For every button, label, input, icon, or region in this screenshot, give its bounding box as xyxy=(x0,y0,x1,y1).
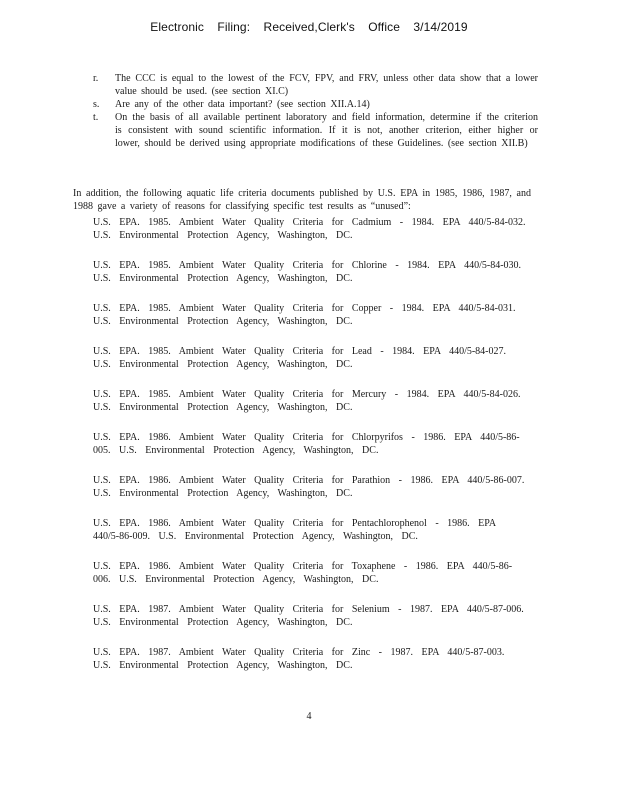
reference-list xyxy=(93,216,533,689)
reference-line: U.S. EPA. 1985. Ambient Water Quality Criteria for Copper - 1984. EPA 440/5-84-031. xyxy=(93,303,516,314)
list-item xyxy=(93,98,538,111)
list-item-letter: t. xyxy=(93,112,99,123)
reference-entry xyxy=(93,388,533,431)
reference-line: 005. U.S. Environmental Protection Agency, Washington, DC. xyxy=(93,445,379,456)
reference-line: U.S. Environmental Protection Agency, Washington, DC. xyxy=(93,660,353,671)
reference-line: U.S. Environmental Protection Agency, Washington, DC. xyxy=(93,359,353,370)
list-item-text: The CCC is equal to the lowest of the FCV, FPV, and FRV, unless other data show that a lower value should be used. (see section XI.C) xyxy=(115,73,538,97)
list-item-letter: s. xyxy=(93,99,100,110)
reference-entry xyxy=(93,560,533,603)
reference-line: U.S. Environmental Protection Agency, Washington, DC. xyxy=(93,316,353,327)
reference-entry xyxy=(93,431,533,474)
list-item xyxy=(93,111,538,150)
reference-entry xyxy=(93,646,533,689)
reference-entry xyxy=(93,259,533,302)
reference-line: U.S. EPA. 1987. Ambient Water Quality Criteria for Selenium - 1987. EPA 440/5-87-006. xyxy=(93,604,524,615)
reference-line: 006. U.S. Environmental Protection Agency, Washington, DC. xyxy=(93,574,379,585)
reference-line: U.S. Environmental Protection Agency, Washington, DC. xyxy=(93,273,353,284)
list-item xyxy=(93,72,538,98)
reference-line: 440/5-86-009. U.S. Environmental Protection Agency, Washington, DC. xyxy=(93,531,418,542)
reference-line: U.S. EPA. 1986. Ambient Water Quality Criteria for Chlorpyrifos - 1986. EPA 440/5-86- xyxy=(93,432,520,443)
reference-line: U.S. EPA. 1985. Ambient Water Quality Criteria for Mercury - 1984. EPA 440/5-84-026. xyxy=(93,389,521,400)
reference-line: U.S. Environmental Protection Agency, Washington, DC. xyxy=(93,402,353,413)
reference-line: U.S. EPA. 1986. Ambient Water Quality Criteria for Parathion - 1986. EPA 440/5-86-007. xyxy=(93,475,525,486)
reference-line: U.S. EPA. 1987. Ambient Water Quality Criteria for Zinc - 1987. EPA 440/5-87-003. xyxy=(93,647,505,658)
reference-line: U.S. Environmental Protection Agency, Washington, DC. xyxy=(93,488,353,499)
reference-line: U.S. EPA. 1985. Ambient Water Quality Criteria for Lead - 1984. EPA 440/5-84-027. xyxy=(93,346,507,357)
filing-header: Electronic Filing: Received,Clerk's Office 3/14/2019 xyxy=(150,20,468,34)
intro-paragraph: In addition, the following aquatic life criteria documents published by U.S. EPA in 1985, 1986, 1987, and 1988 gave a variety of reasons for classifying specific test results as “unused”: xyxy=(73,188,531,212)
reference-line: U.S. EPA. 1985. Ambient Water Quality Criteria for Cadmium - 1984. EPA 440/5-84-032. xyxy=(93,217,526,228)
reference-line: U.S. Environmental Protection Agency, Washington, DC. xyxy=(93,230,353,241)
reference-entry xyxy=(93,216,533,259)
reference-entry xyxy=(93,517,533,560)
list-item-text: Are any of the other data important? (see section XII.A.14) xyxy=(115,99,370,110)
reference-line: U.S. EPA. 1986. Ambient Water Quality Criteria for Toxaphene - 1986. EPA 440/5-86- xyxy=(93,561,513,572)
reference-line: U.S. EPA. 1986. Ambient Water Quality Criteria for Pentachlorophenol - 1986. EPA xyxy=(93,518,497,529)
reference-entry xyxy=(93,603,533,646)
list-item-letter: r. xyxy=(93,73,99,84)
reference-entry xyxy=(93,345,533,388)
reference-line: U.S. EPA. 1985. Ambient Water Quality Criteria for Chlorine - 1984. EPA 440/5-84-030. xyxy=(93,260,522,271)
list-item-text: On the basis of all available pertinent laboratory and field information, determine if the criterion is consistent with sound scientific information. If it is not, another criterion, either higher or lower, should be derived using appropriate modifications of these Guidelines. (see section XII.B) xyxy=(115,112,538,149)
page-number: 4 xyxy=(306,711,312,722)
reference-line: U.S. Environmental Protection Agency, Washington, DC. xyxy=(93,617,353,628)
reference-entry xyxy=(93,474,533,517)
reference-entry xyxy=(93,302,533,345)
criteria-steps-list xyxy=(93,72,538,150)
